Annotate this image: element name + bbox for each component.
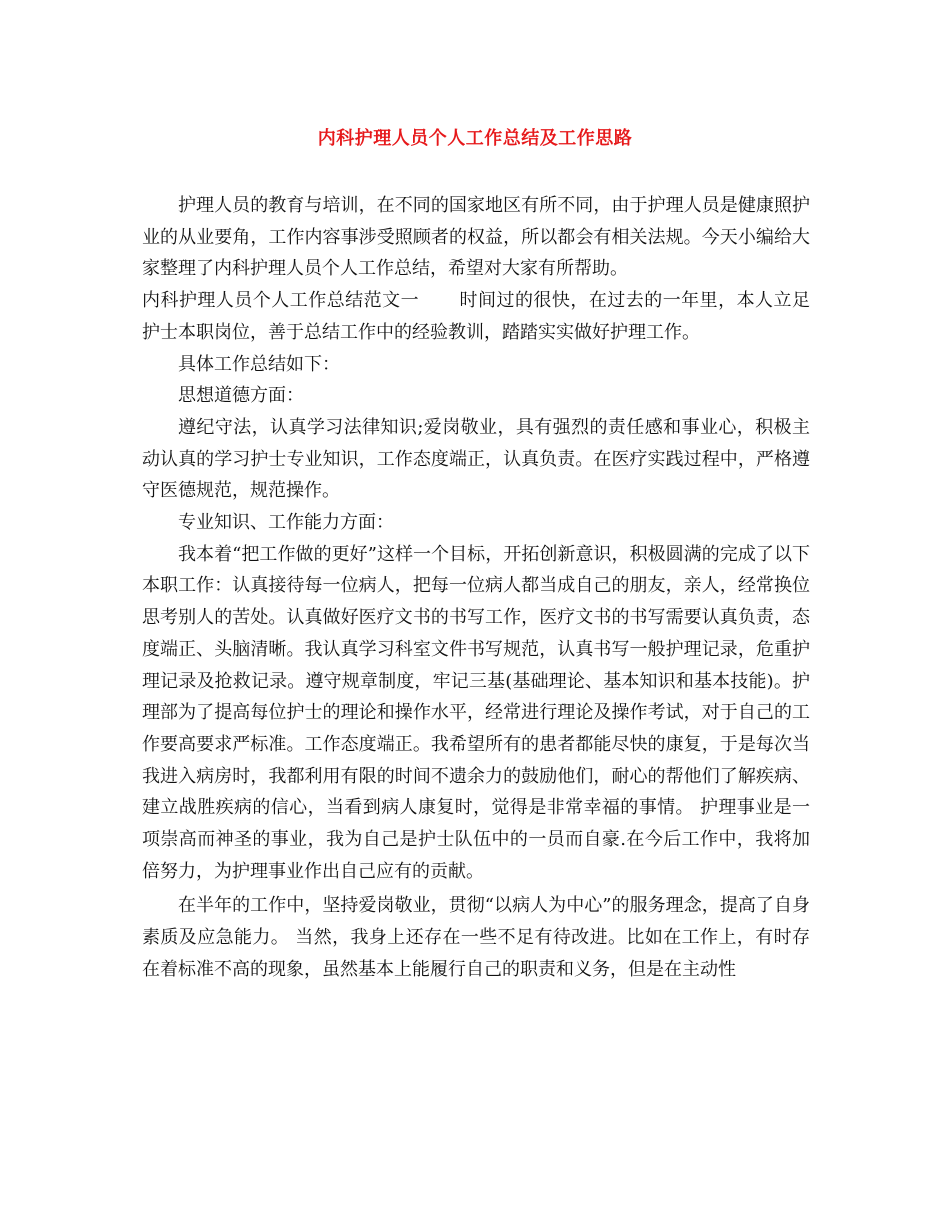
document-title: 内科护理人员个人工作总结及工作思路 bbox=[317, 128, 633, 149]
half-year-paragraph: 在半年的工作中，坚持爱岗敬业，贯彻“以病人为中心”的服务理念，提高了自身素质及应急能力。 当然，我身上还存在一些不足有待改进。比如在工作上，有时存在着标准不高的现象，虽然基本上能履行自己的职责和义务，但是在主动性 bbox=[142, 895, 810, 980]
section-heading-skills: 专业知识、工作能力方面： bbox=[178, 512, 394, 534]
ethics-paragraph: 遵纪守法，认真学习法律知识;爱岗敬业，具有强烈的责任感和事业心，积极主动认真的学习护士专业知识，工作态度端正，认真负责。在医疗实践过程中，严格遵守医德规范，规范操作。 bbox=[142, 416, 810, 502]
skills-paragraph: 我本着“把工作做的更好”这样一个目标，开拓创新意识，积极圆满的完成了以下本职工作：认真接待每一位病人，把每一位病人都当成自己的朋友，亲人，经常换位思考别人的苦处。认真做好医疗文书的书写工作，医疗文书的书写需要认真负责，态度端正、头脑清晰。我认真学习科室文件书写规范，认真书写一般护理记录，危重护理记录及抢救记录。遵守规章制度，牢记三基(基础理论、基本知识和基本技能)。护理部为了提高每位护士的理论和操作水平，经常进行理论及操作考试，对于自己的工作要高要求严标准。工作态度端正。我希望所有的患者都能尽快的康复，于是每次当我进入病房时，我都利用有限的时间不遗余力的鼓励他们，耐心的帮他们了解疾病、建立战胜疾病的信心，当看到病人康复时，觉得是非常幸福的事情。 护理事业是一项崇高而神圣的事业，我为自己是护士队伍中的一员而自豪.在今后工作中，我将加倍努力，为护理事业作出自己应有的贡献。 bbox=[142, 543, 810, 882]
sample-heading-paragraph bbox=[142, 285, 810, 348]
section-heading-ethics: 思想道德方面： bbox=[178, 385, 304, 407]
intro-paragraph: 护理人员的教育与培训，在不同的国家地区有所不同，由于护理人员是健康照护业的从业要角，工作内容事涉受照顾者的权益，所以都会有相关法规。今天小编给大家整理了内科护理人员个人工作总结，希望对大家有所帮助。 bbox=[142, 195, 810, 280]
document-body bbox=[142, 190, 810, 986]
opening-text: 时间过的很快，在过去的一年里，本人立足护士本职岗位，善于总结工作中的经验教训，踏踏实实做好护理工作。 bbox=[142, 290, 811, 343]
sample-heading: 内科护理人员个人工作总结范文一 bbox=[142, 290, 420, 312]
summary-lead: 具体工作总结如下： bbox=[178, 353, 340, 375]
